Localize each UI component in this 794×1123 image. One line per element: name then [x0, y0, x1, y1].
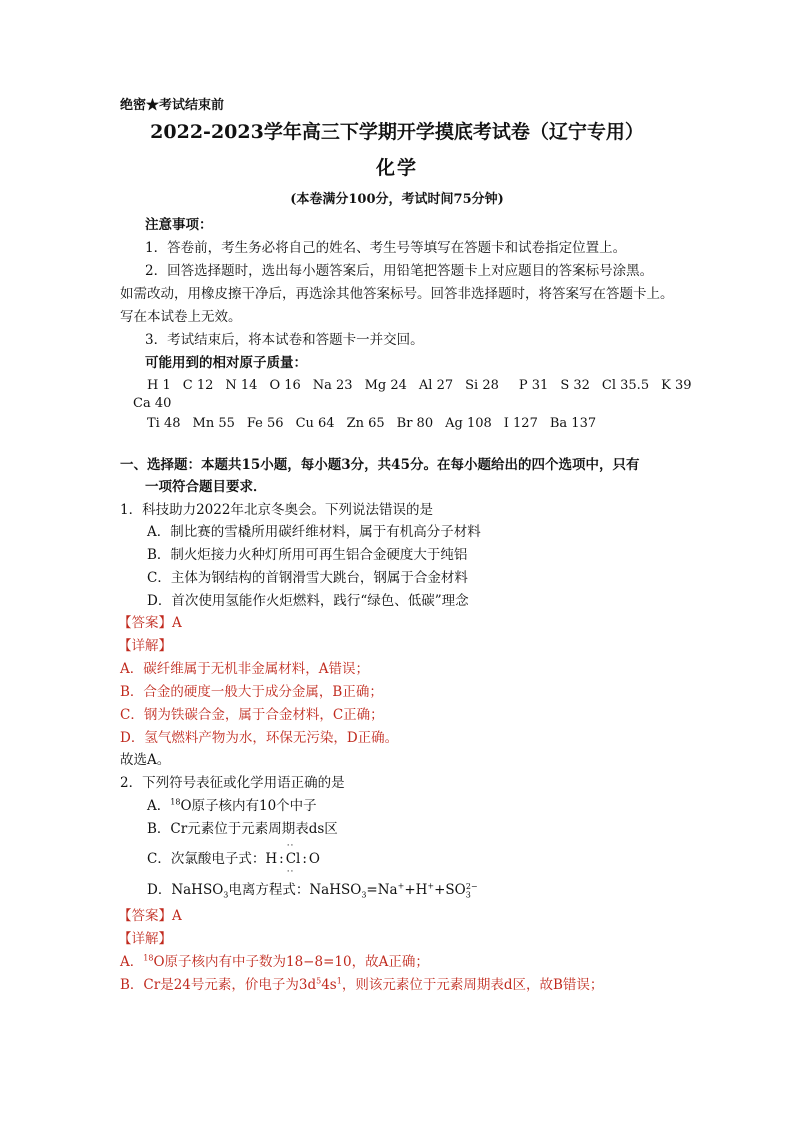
- q2-a-prefix: A．: [147, 798, 171, 814]
- q2-explanation-b: [120, 975, 603, 995]
- q2-option-d: [147, 880, 478, 900]
- q1-conclusion: 故选A。: [120, 752, 171, 768]
- lewis-o: O: [308, 851, 320, 867]
- q1-detail-heading: 【详解】: [118, 638, 172, 654]
- q1-explanation-b: B．合金的硬度一般大于成分金属，B正确；: [120, 684, 383, 700]
- equation-part: =Na: [366, 882, 398, 898]
- mass-item: I 127: [503, 416, 538, 431]
- q2-detail-heading: 【详解】: [118, 931, 172, 947]
- mass-item: K 39: [661, 378, 692, 393]
- score-info: (本卷满分100分，考试时间75分钟): [290, 192, 504, 207]
- mass-item: Si 28: [465, 378, 499, 393]
- atomic-mass-row-1b: Ca 40: [133, 396, 172, 411]
- q1-option-b: B．制火炬接力火种灯所用可再生铝合金硬度大于纯铝: [147, 547, 468, 563]
- subscript: 3: [465, 890, 471, 900]
- lewis-bond-dots: :: [302, 851, 307, 867]
- confidential-label: 绝密★考试结束前: [120, 98, 225, 113]
- mass-item: Cl 35.5: [601, 378, 650, 393]
- q2-c-prefix: C．次氯酸电子式：: [147, 851, 266, 867]
- q2-option-c: [147, 841, 320, 877]
- subject-title: 化学: [375, 157, 418, 179]
- subscript: 3: [361, 890, 367, 900]
- mass-item: N 14: [225, 378, 258, 393]
- q2-answer: 【答案】A: [118, 908, 182, 924]
- q2-e1-text: O原子核内有中子数为18−8=10，故A正确；: [153, 954, 429, 970]
- mass-item: H 1: [147, 378, 171, 393]
- exam-title: 2022-2023学年高三下学期开学摸底考试卷（辽宁专用）: [150, 121, 644, 143]
- charge: +: [397, 881, 405, 891]
- q2-d-text: 电离方程式：NaHSO: [228, 882, 362, 898]
- q2-e2-text: ，则该元素位于元素周期表d区，故B错误；: [341, 977, 604, 993]
- mass-item: P 31: [518, 378, 549, 393]
- q2-a-mass-number: 18: [170, 797, 181, 807]
- q1-stem: 1．科技助力2022年北京冬奥会。下列说法错误的是: [120, 502, 433, 518]
- q2-d-prefix: D．NaHSO: [147, 882, 224, 898]
- lone-pair-dots-top: ··: [286, 841, 295, 851]
- mass-item: Mn 55: [192, 416, 235, 431]
- lewis-bond-dots: :: [279, 851, 284, 867]
- q2-option-a: [147, 796, 317, 816]
- atomic-mass-row-2: [147, 414, 596, 434]
- superscript: 5: [316, 976, 322, 986]
- note-2-line1: 2．回答选择题时，选出每小题答案后，用铅笔把答题卡上对应题目的答案标号涂黑。: [145, 263, 654, 279]
- mass-item: Ba 137: [549, 416, 597, 431]
- section-1-heading-cont: 一项符合题目要求．: [145, 479, 267, 495]
- q2-e2-mid: 4s: [321, 977, 337, 993]
- subscript: 3: [223, 890, 229, 900]
- mass-item: Cu 64: [295, 416, 335, 431]
- equation-part: +SO: [434, 882, 466, 898]
- mass-item: Br 80: [396, 416, 434, 431]
- equation-part: +H: [404, 882, 428, 898]
- mass-item: Mg 24: [364, 378, 407, 393]
- q1-option-c: C．主体为钢结构的首钢滑雪大跳台，钢属于合金材料: [147, 570, 468, 586]
- mass-item: Al 27: [418, 378, 454, 393]
- mass-item: Ti 48: [147, 416, 181, 431]
- mass-item: Fe 56: [246, 416, 284, 431]
- mass-item: O 16: [269, 378, 301, 393]
- mass-item: Zn 65: [346, 416, 385, 431]
- q1-option-a: A．制比赛的雪橇所用碳纤维材料，属于有机高分子材料: [147, 524, 481, 540]
- charge: 2−: [465, 881, 478, 891]
- note-3: 3．考试结束后，将本试卷和答题卡一并交回。: [145, 332, 424, 348]
- q2-e1-prefix: A．: [120, 954, 144, 970]
- note-2-line2: 如需改动，用橡皮擦干净后，再选涂其他答案标号。回答非选择题时，将答案写在答题卡上。: [120, 286, 674, 302]
- q2-option-b: B．Cr元素位于元素周期表ds区: [147, 821, 338, 837]
- charge: +: [427, 881, 435, 891]
- note-2-line3: 写在本试卷上无效。: [120, 309, 242, 325]
- lewis-cl: Cl: [285, 851, 301, 867]
- mass-item: S 32: [560, 378, 590, 393]
- lewis-h: H: [265, 851, 278, 867]
- mass-item: Na 23: [312, 378, 353, 393]
- q2-stem: 2．下列符号表征或化学用语正确的是: [120, 775, 345, 791]
- mass-item: C 12: [182, 378, 214, 393]
- notes-heading: 注意事项：: [145, 217, 213, 233]
- lone-pair-dots-bottom: ··: [286, 867, 295, 877]
- atomic-mass-row-1: [147, 376, 691, 396]
- q1-explanation-d: D．氢气燃料产物为水，环保无污染，D正确。: [120, 730, 399, 746]
- section-1-heading: 一、选择题：本题共15小题，每小题3分，共45分。在每小题给出的四个选项中，只有: [120, 457, 640, 473]
- q1-explanation-a: A．碳纤维属于无机非金属材料，A错误；: [120, 661, 369, 677]
- mass-number: 18: [143, 953, 154, 963]
- q1-answer: 【答案】A: [118, 615, 182, 631]
- q2-e2-prefix: B．Cr是24号元素，价电子为3d: [120, 977, 317, 993]
- q1-explanation-c: C．钢为铁碳合金，属于合金材料，C正确；: [120, 707, 384, 723]
- q2-explanation-a: [120, 952, 429, 972]
- atomic-mass-heading: 可能用到的相对原子质量：: [145, 355, 307, 371]
- superscript: 1: [336, 976, 342, 986]
- lewis-cl-group: [285, 841, 301, 877]
- q2-a-text: O原子核内有10个中子: [180, 798, 317, 814]
- q1-option-d: D．首次使用氢能作火炬燃料，践行“绿色、低碳”理念: [147, 593, 469, 609]
- note-1: 1．答卷前，考生务必将自己的姓名、考生号等填写在答题卡和试卷指定位置上。: [145, 240, 627, 256]
- mass-item: Ag 108: [445, 416, 492, 431]
